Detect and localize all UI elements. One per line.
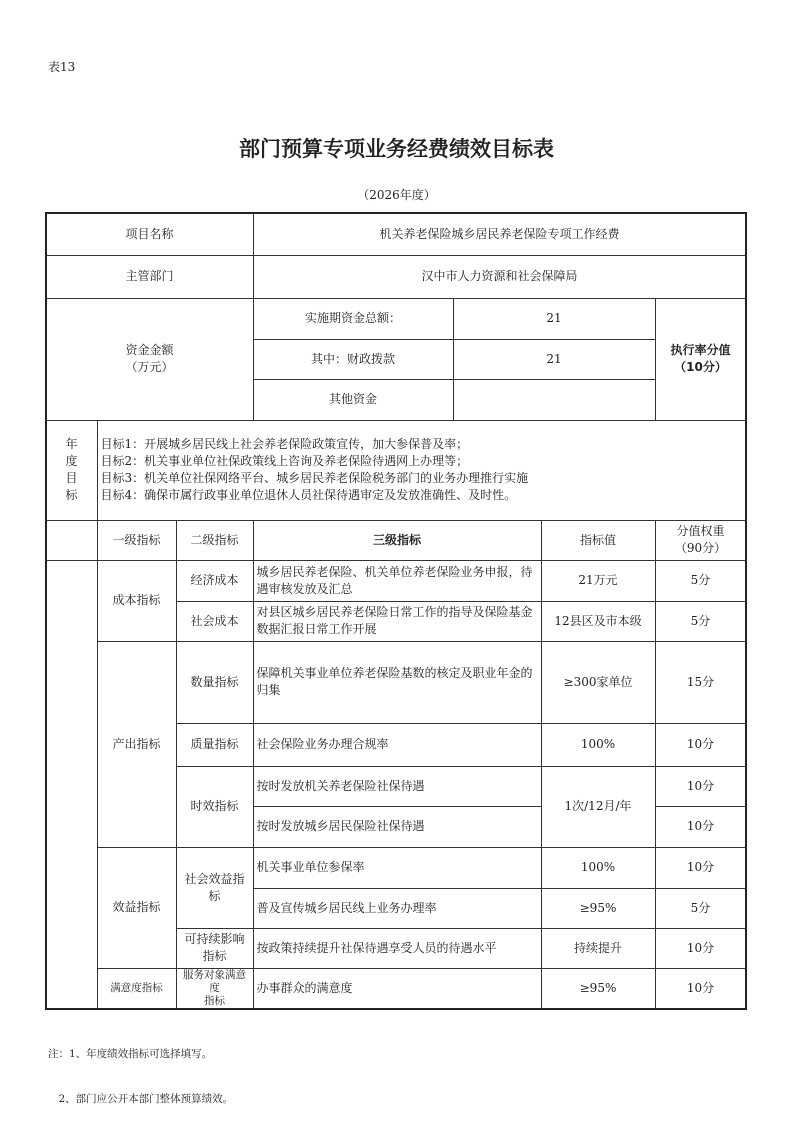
project-name-value: [253, 213, 747, 256]
funds-other-value: [453, 379, 656, 421]
l2-service: [176, 968, 254, 1010]
l2-sustain-text: 可持续影响 指标: [184, 932, 245, 963]
funds-total-value: [453, 298, 656, 340]
department-label: [46, 255, 254, 299]
project-name-label-text: 项目名称: [125, 226, 174, 241]
l2-quality-text: 质量指标: [190, 737, 239, 751]
indicator-weight-text: 10分: [686, 981, 715, 995]
indicator-l3: [253, 641, 542, 724]
execution-score: [655, 298, 747, 421]
l1-cost-text: 成本指标: [112, 593, 161, 607]
indicator-weight-text: 5分: [690, 613, 711, 628]
l2-sustain: [176, 928, 254, 969]
indicator-value-text: ≥300家单位: [563, 674, 633, 689]
indicator-weight-text: 10分: [686, 778, 715, 793]
indicator-value-text: 21万元: [578, 573, 618, 587]
l2-timeliness-text: 时效指标: [190, 799, 239, 813]
indicator-value-text: ≥95%: [579, 900, 617, 915]
indicator-weight-text: 10分: [686, 860, 715, 874]
l1-satisfaction: [97, 968, 177, 1010]
blank-column: [46, 560, 98, 1010]
execution-score-text: 执行率分值 （10分）: [670, 343, 731, 374]
indicator-weight: [655, 806, 747, 848]
indicator-l3: [253, 888, 542, 929]
note-1: 注：1、年度绩效指标可选择填写。: [48, 1048, 213, 1060]
indicator-l3-text: 按时发放机关养老保险社保待遇: [256, 778, 425, 793]
funds-fiscal-label-text: 其中：财政拨款: [310, 351, 395, 366]
indicator-weight: [655, 723, 747, 767]
indicator-value: [541, 641, 656, 724]
indicator-weight: [655, 560, 747, 602]
indicator-l3: [253, 968, 542, 1010]
indicator-weight: [655, 601, 747, 642]
indicator-l3: [253, 723, 542, 767]
indicator-weight: [655, 847, 747, 889]
goals-text-text: 目标1：开展城乡居民线上社会养老保险政策宣传，加大参保普及率； 目标2：机关事业单位社保政策线上咨询及养老保险待遇网上办理等； 目标3：机关单位社保网络平台、城乡居民养老保险税务部门的业务办理推行实施 目标4：确保市属行政事业单位退休人员社保待遇审定及发放准确性、及时性。: [100, 437, 529, 502]
l2-quantity-text: 数量指标: [190, 674, 239, 689]
indicator-value-text: 持续提升: [573, 940, 622, 955]
indicator-l3: [253, 847, 542, 889]
indicator-weight: [655, 641, 747, 724]
header-l3: [253, 520, 542, 561]
l1-cost: [97, 560, 177, 642]
l2-econ-text: 经济成本: [190, 573, 239, 587]
indicator-value-text: 1次/12月/年: [564, 799, 632, 813]
department-value-text: 汉中市人力资源和社会保障局: [421, 269, 578, 283]
indicator-value: [541, 766, 656, 848]
header-value: [541, 520, 656, 561]
header-l2-text: 二级指标: [190, 532, 239, 547]
funds-fiscal-label: [253, 339, 454, 380]
indicator-l3-text: 普及宣传城乡居民线上业务办理率: [256, 900, 437, 915]
header-weight: [655, 520, 747, 561]
l1-benefit: [97, 847, 177, 969]
indicator-weight-text: 10分: [686, 819, 715, 833]
l2-service-text: 服务对象满意 度 指标: [183, 969, 246, 1007]
indicator-weight: [655, 766, 747, 807]
header-weight-text: 分值权重 （90分）: [674, 524, 727, 555]
indicator-weight-text: 15分: [686, 674, 715, 689]
header-l2: [176, 520, 254, 561]
funds-total-value-text: 21: [546, 311, 562, 325]
indicator-l3-text: 按时发放城乡居民保险社保待遇: [256, 819, 425, 833]
l1-satisfaction-text: 满意度指标: [110, 982, 163, 994]
indicator-l3-text: 保障机关事业单位养老保险基数的核定及职业年金的归集: [256, 666, 533, 697]
indicator-value: [541, 968, 656, 1010]
indicator-l3-text: 机关事业单位参保率: [256, 860, 365, 874]
header-l1: [97, 520, 177, 561]
header-value-text: 指标值: [579, 532, 616, 547]
department-value: [253, 255, 747, 299]
indicator-value: [541, 928, 656, 969]
blank-header: [46, 520, 98, 561]
funds-label: [46, 298, 254, 421]
funds-fiscal-value: [453, 339, 656, 380]
indicator-value: [541, 560, 656, 602]
funds-total-label: [253, 298, 454, 340]
indicator-value: [541, 847, 656, 889]
l2-social-benefit-text: 社会效益指 标: [184, 871, 245, 903]
l2-social-cost: [176, 601, 254, 642]
indicator-value: [541, 723, 656, 767]
indicator-weight: [655, 928, 747, 969]
indicator-weight-text: 10分: [686, 940, 715, 955]
header-l3-text: 三级指标: [372, 532, 421, 547]
l2-social-benefit: [176, 847, 254, 929]
page-title: 部门预算专项业务经费绩效目标表: [239, 137, 554, 161]
indicator-l3: [253, 766, 542, 807]
project-name-value-text: 机关养老保险城乡居民养老保险专项工作经费: [379, 226, 620, 241]
funds-label-text: 资金金额 （万元）: [125, 343, 174, 374]
indicator-l3: [253, 601, 542, 642]
indicator-weight-text: 10分: [686, 737, 715, 751]
goals-text: [97, 420, 747, 521]
indicator-value-text: 100%: [580, 737, 616, 751]
indicator-l3-text: 城乡居民养老保险、机关单位养老保险业务申报，待遇审核发放及汇总: [256, 564, 533, 596]
header-l1-text: 一级指标: [112, 532, 161, 547]
goals-label-text: 年 度 目 标: [65, 437, 78, 502]
funds-other-label-text: 其他资金: [328, 392, 377, 406]
indicator-l3-text: 按政策持续提升社保待遇享受人员的待遇水平: [256, 940, 497, 955]
l2-econ: [176, 560, 254, 602]
fiscal-year: （2026年度）: [357, 188, 436, 202]
funds-total-label-text: 实施期资金总额：: [304, 311, 401, 325]
l2-quantity: [176, 641, 254, 724]
indicator-weight-text: 5分: [690, 900, 711, 915]
l1-output-text: 产出指标: [112, 736, 161, 751]
indicator-value: [541, 888, 656, 929]
l2-timeliness: [176, 766, 254, 848]
indicator-l3: [253, 806, 542, 848]
indicator-l3-text: 社会保险业务办理合规率: [256, 737, 389, 751]
goals-label: [46, 420, 98, 521]
department-label-text: 主管部门: [125, 269, 174, 283]
indicator-value-text: 12县区及市本级: [554, 613, 642, 628]
indicator-weight: [655, 888, 747, 929]
project-name-label: [46, 213, 254, 256]
funds-other-label: [253, 379, 454, 421]
indicator-value-text: ≥95%: [579, 981, 617, 995]
l1-benefit-text: 效益指标: [112, 900, 161, 914]
note-2: 2、部门应公开本部门整体预算绩效。: [48, 1093, 234, 1105]
indicator-weight-text: 5分: [690, 573, 711, 587]
indicator-value-text: 100%: [580, 860, 616, 874]
table-number: 表13: [48, 60, 76, 74]
indicator-l3-text: 对县区城乡居民养老保险日常工作的指导及保险基金数据汇报日常工作开展: [256, 605, 533, 636]
l2-quality: [176, 723, 254, 767]
indicator-l3-text: 办事群众的满意度: [256, 981, 353, 995]
l2-social-cost-text: 社会成本: [190, 613, 239, 628]
funds-fiscal-value-text: 21: [546, 351, 562, 366]
notes: [48, 1017, 233, 1122]
indicator-l3: [253, 560, 542, 602]
indicator-value: [541, 601, 656, 642]
indicator-l3: [253, 928, 542, 969]
l1-output: [97, 641, 177, 848]
indicator-weight: [655, 968, 747, 1010]
